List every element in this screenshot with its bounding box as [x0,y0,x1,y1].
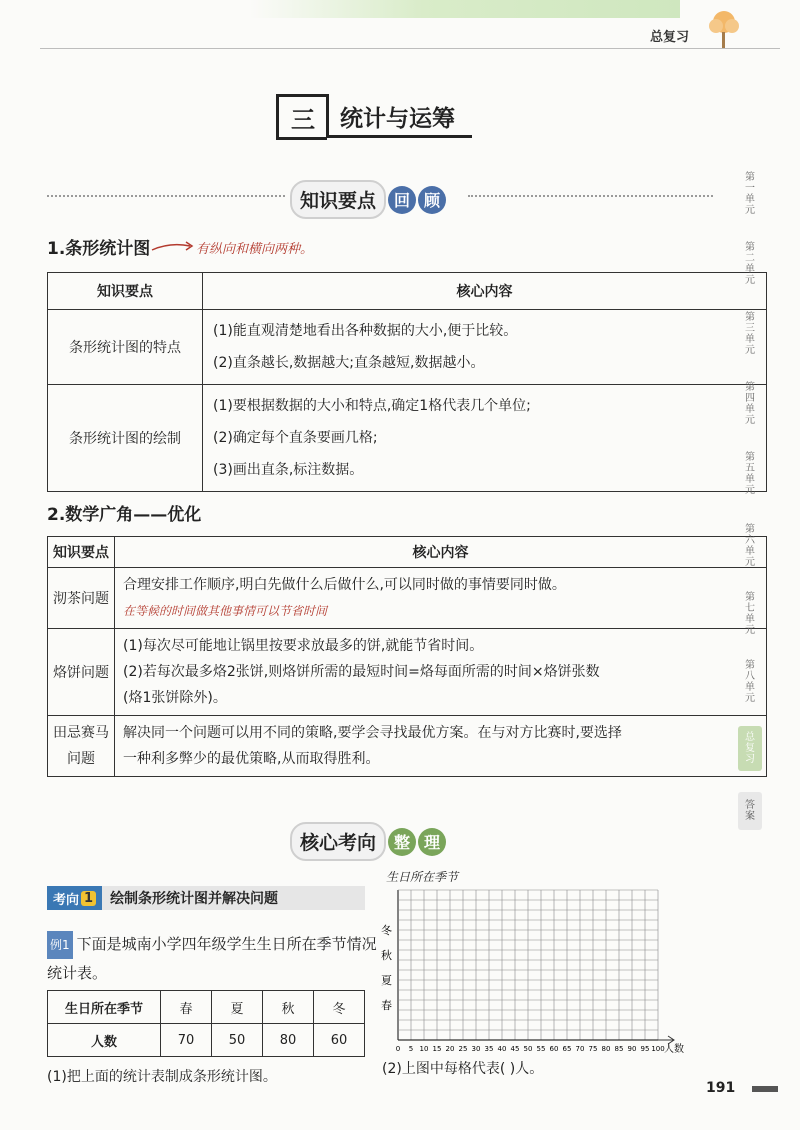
arrow-annotation-icon [150,240,194,254]
section-banner-text: 知识要点 [290,180,386,219]
part1-heading: 1.条形统计图 [47,239,151,259]
table-row [48,310,767,385]
unit-tab[interactable]: 第 四 单 元 [745,382,755,426]
chapter-number: 三 [276,94,327,140]
x-tick-label: 30 [471,1045,481,1053]
x-tick-label: 55 [536,1045,546,1053]
x-tick-label: 25 [458,1045,468,1053]
table-header-cell: 核心内容 [115,537,767,568]
question-1: (1)把上面的统计表制成条形统计图。 [47,1069,277,1085]
header-title: 总复习 [650,30,690,45]
example-text: 下面是城南小学四年级学生生日所在季节情况统计表。 [47,935,377,982]
header-decoration-band [250,0,680,18]
chart-title: 生日所在季节 [386,870,459,884]
count-cell: 60 [314,1024,365,1057]
table-header-row [48,273,767,310]
knowledge-table-bar-chart [47,272,767,492]
x-tick-label: 10 [419,1045,429,1053]
dotted-divider-left [47,195,285,197]
x-tick-label: 15 [432,1045,442,1053]
y-category-label: 冬 [381,924,392,937]
unit-tab[interactable]: 第 三 单 元 [745,312,755,356]
x-tick-label: 20 [445,1045,455,1053]
handwritten-note: 有纵向和横向两种。 [196,242,314,257]
count-cell: 70 [161,1024,212,1057]
handwritten-note: 在等候的时间做其他事情可以节省时间 [123,604,328,618]
table-header-cell: 知识要点 [48,273,203,310]
table-row [48,1024,365,1057]
stats-table [47,990,365,1057]
banner-bubble: 顾 [418,186,446,214]
chapter-title: 统计与运筹 [340,106,455,132]
x-tick-label: 60 [549,1045,559,1053]
x-tick-label: 85 [614,1045,624,1053]
x-axis-label: 人数 [664,1044,684,1055]
tree-icon [704,8,744,48]
season-cell: 秋 [263,991,314,1024]
table-row [48,568,767,629]
y-category-label: 春 [381,999,392,1012]
season-cell: 夏 [212,991,263,1024]
unit-tab[interactable]: 总 复 习 [738,726,762,771]
section-banner-core [290,822,446,861]
content-line: (2)直条越长,数据越大;直条越短,数据越小。 [213,355,485,371]
focus-title: 绘制条形统计图并解决问题 [110,891,279,907]
content-line: (烙1张饼除外)。 [123,690,227,706]
stats-row-label: 人数 [48,1024,161,1057]
table-cell-content [203,310,767,385]
table-cell-content [115,716,767,777]
content-line: 合理安排工作顺序,明白先做什么后做什么,可以同时做的事情要同时做。 [123,577,566,593]
part2-heading: 2.数学广角——优化 [47,505,202,525]
example-problem [47,930,377,987]
focus-bar [47,886,365,910]
unit-tab[interactable]: 第 六 单 元 [745,524,755,568]
dotted-divider-right [468,195,713,197]
table-cell-point: 条形统计图的绘制 [48,385,203,492]
x-tick-label: 50 [523,1045,533,1053]
example-tag: 例1 [47,931,73,959]
page-number-bar [752,1086,778,1092]
section-banner-text: 核心考向 [290,822,386,861]
table-cell-point: 沏茶问题 [48,568,115,629]
x-tick-label: 100 [651,1045,665,1053]
section-banner-review [290,180,446,219]
y-category-label: 秋 [381,949,392,962]
x-tick-label: 40 [497,1045,507,1053]
page-number: 191 [706,1080,736,1096]
question-2: (2)上图中每格代表( )人。 [382,1061,544,1077]
x-tick-label: 80 [601,1045,611,1053]
table-cell-point: 烙饼问题 [48,629,115,716]
unit-tab[interactable]: 第 一 单 元 [745,172,755,216]
season-cell: 冬 [314,991,365,1024]
x-tick-label: 45 [510,1045,520,1053]
table-cell-content [115,629,767,716]
unit-tab[interactable]: 第 七 单 元 [745,592,755,636]
table-cell-content [115,568,767,629]
table-row [48,629,767,716]
count-cell: 50 [212,1024,263,1057]
content-line: (2)确定每个直条要画几格; [213,430,378,446]
banner-bubble: 理 [418,828,446,856]
x-tick-label: 0 [395,1045,401,1053]
blank-bar-chart-grid [370,880,710,1060]
x-axis-arrow-icon [658,1036,674,1044]
table-header-cell: 知识要点 [48,537,115,568]
chapter-underline [326,135,472,138]
x-tick-label: 75 [588,1045,598,1053]
content-line: (1)要根据数据的大小和特点,确定1格代表几个单位; [213,398,531,414]
content-line: (3)画出直条,标注数据。 [213,462,364,478]
content-line: 解决同一个问题可以用不同的策略,要学会寻找最优方案。在与对方比赛时,要选择 [123,725,622,741]
focus-tag [47,886,102,910]
header-rule [40,48,780,49]
content-line: (1)每次尽可能地让锅里按要求放最多的饼,就能节省时间。 [123,638,484,654]
chapter-title-box [272,86,472,140]
table-cell-point: 田忌赛马问题 [48,716,115,777]
y-category-label: 夏 [381,974,392,987]
knowledge-table-optimization [47,536,767,777]
content-line: (2)若每次最多烙2张饼,则烙饼所需的最短时间=烙每面所需的时间×烙饼张数 [123,664,600,680]
banner-bubble: 整 [388,828,416,856]
table-row [48,991,365,1024]
season-cell: 春 [161,991,212,1024]
table-row [48,716,767,777]
x-tick-label: 65 [562,1045,572,1053]
table-header-row [48,537,767,568]
content-line: (1)能直观清楚地看出各种数据的大小,便于比较。 [213,323,518,339]
x-tick-label: 90 [627,1045,637,1053]
table-row [48,385,767,492]
x-tick-label: 35 [484,1045,494,1053]
focus-tag-label: 考向 [53,892,80,908]
banner-bubble: 回 [388,186,416,214]
table-cell-content [203,385,767,492]
unit-tab[interactable]: 第 二 单 元 [745,242,755,286]
unit-tab[interactable]: 第 八 单 元 [745,660,755,704]
x-tick-label: 5 [408,1045,414,1053]
content-line: 一种利多弊少的最优策略,从而取得胜利。 [123,751,380,767]
x-tick-label: 70 [575,1045,585,1053]
count-cell: 80 [263,1024,314,1057]
focus-number: 1 [81,891,96,906]
unit-tab[interactable]: 答 案 [738,792,762,830]
chapter-divider [326,94,329,136]
table-header-cell: 核心内容 [203,273,767,310]
table-cell-point: 条形统计图的特点 [48,310,203,385]
unit-tab[interactable]: 第 五 单 元 [745,452,755,496]
x-tick-label: 95 [640,1045,650,1053]
stats-row-label: 生日所在季节 [48,991,161,1024]
